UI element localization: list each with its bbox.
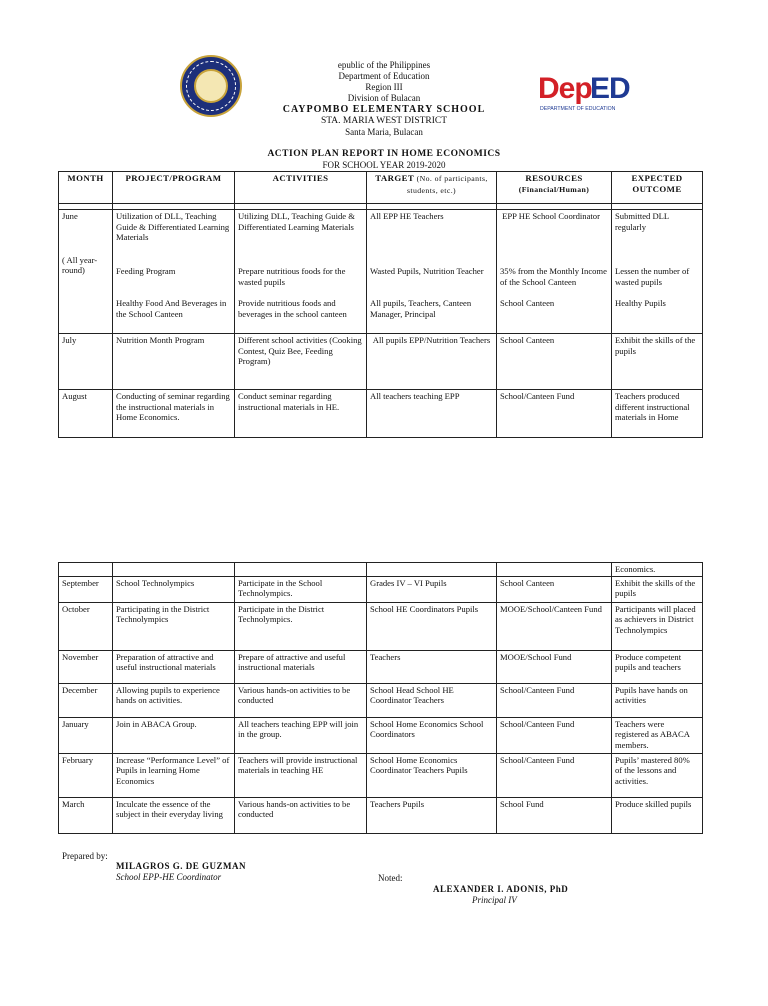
header-month: MONTH bbox=[59, 172, 113, 204]
cell-expected: Participants will placed as achievers in District Technolympics bbox=[612, 602, 703, 650]
header-project: PROJECT/PROGRAM bbox=[113, 172, 235, 204]
cell-month-june bbox=[59, 210, 113, 334]
table-row bbox=[59, 797, 703, 833]
empty-cell bbox=[113, 563, 235, 577]
resource-item-3: School Canteen bbox=[500, 298, 555, 308]
cell-activities: All teachers teaching EPP will join in the group. bbox=[235, 717, 367, 753]
cell-resources: School Fund bbox=[497, 797, 612, 833]
target-item-1: All EPP HE Teachers bbox=[370, 211, 444, 221]
table-row bbox=[59, 650, 703, 683]
document-title: ACTION PLAN REPORT IN HOME ECONOMICS bbox=[267, 149, 501, 159]
cell-target: Teachers bbox=[367, 650, 497, 683]
noted-label: Noted: bbox=[378, 873, 403, 883]
header-target-sub: (No. of participants, students, etc.) bbox=[406, 174, 488, 195]
cell-resources: School/Canteen Fund bbox=[497, 717, 612, 753]
cell-resources-july: School Canteen bbox=[497, 334, 612, 390]
cell-resources: School/Canteen Fund bbox=[497, 753, 612, 797]
cell-activities: Various hands-on activities to be conducted bbox=[235, 683, 367, 717]
activity-item-3: Provide nutritious foods and beverages in the school canteen bbox=[238, 298, 347, 319]
header-resources bbox=[497, 172, 612, 204]
table-row-august bbox=[59, 390, 703, 438]
project-item-3: Healthy Food And Beverages in the School Canteen bbox=[116, 298, 227, 319]
table-header-row bbox=[59, 172, 703, 204]
cell-project: Allowing pupils to experience hands on activities. bbox=[113, 683, 235, 717]
cell-resources: MOOE/School/Canteen Fund bbox=[497, 602, 612, 650]
project-item-2: Feeding Program bbox=[116, 266, 176, 276]
cell-expected: Produce skilled pupils bbox=[612, 797, 703, 833]
cell-activities: Various hands-on activities to be conducted bbox=[235, 797, 367, 833]
target-item-2: Wasted Pupils, Nutrition Teacher bbox=[370, 266, 484, 276]
month-label: June bbox=[62, 211, 78, 221]
cell-month: September bbox=[59, 576, 113, 602]
cell-expected: Produce competent pupils and teachers bbox=[612, 650, 703, 683]
cell-resources: School Canteen bbox=[497, 576, 612, 602]
cell-activities: Prepare of attractive and useful instructional materials bbox=[235, 650, 367, 683]
svg-text:ED: ED bbox=[590, 72, 630, 105]
expected-item-3: Healthy Pupils bbox=[615, 298, 666, 308]
table-row bbox=[59, 717, 703, 753]
cell-activities-july: Different school activities (Cooking Contest, Quiz Bee, Feeding Program) bbox=[235, 334, 367, 390]
expected-item-2: Lessen the number of wasted pupils bbox=[615, 266, 690, 287]
svg-text:Dep: Dep bbox=[538, 72, 592, 105]
cell-target: School Home Economics School Coordinators bbox=[367, 717, 497, 753]
cell-project: Join in ABACA Group. bbox=[113, 717, 235, 753]
month-note: ( All year-round) bbox=[62, 254, 98, 276]
header-line-4: Division of Bulacan bbox=[347, 93, 421, 103]
table-row bbox=[59, 753, 703, 797]
cell-expected-continuation: Economics. bbox=[612, 563, 703, 577]
cell-resources-june bbox=[497, 210, 612, 334]
cell-expected: Pupils’ mastered 80% of the lessons and activities. bbox=[612, 753, 703, 797]
header-expected: EXPECTED OUTCOME bbox=[612, 172, 703, 204]
svg-text:DEPARTMENT OF EDUCATION: DEPARTMENT OF EDUCATION bbox=[540, 106, 616, 112]
table-row bbox=[59, 602, 703, 650]
table-row bbox=[59, 683, 703, 717]
cell-target-july: All pupils EPP/Nutrition Teachers bbox=[367, 334, 497, 390]
cell-activities: Participate in the School Technolympics. bbox=[235, 576, 367, 602]
empty-cell bbox=[235, 563, 367, 577]
district-name: STA. MARIA WEST DISTRICT bbox=[320, 116, 448, 126]
activity-item-2: Prepare nutritious foods for the wasted pupils bbox=[238, 266, 346, 287]
cell-project-july: Nutrition Month Program bbox=[113, 334, 235, 390]
header-target bbox=[367, 172, 497, 204]
cell-target: School Home Economics Coordinator Teachers Pupils bbox=[367, 753, 497, 797]
table-row-july bbox=[59, 334, 703, 390]
cell-month-august: August bbox=[59, 390, 113, 438]
cell-resources-august: School/Canteen Fund bbox=[497, 390, 612, 438]
header-line-2: Department of Education bbox=[338, 71, 430, 81]
cell-month: October bbox=[59, 602, 113, 650]
empty-cell bbox=[367, 563, 497, 577]
cell-month-july: July bbox=[59, 334, 113, 390]
cell-target: School Head School HE Coordinator Teachers bbox=[367, 683, 497, 717]
cell-target: Grades IV – VI Pupils bbox=[367, 576, 497, 602]
cell-activities: Teachers will provide instructional materials in teaching HE bbox=[235, 753, 367, 797]
table-row-june bbox=[59, 210, 703, 334]
cell-expected-august: Teachers produced different instructional materials in Home bbox=[612, 390, 703, 438]
cell-project: Preparation of attractive and useful instructional materials bbox=[113, 650, 235, 683]
cell-project: Inculcate the essence of the subject in their everyday living bbox=[113, 797, 235, 833]
cell-month: February bbox=[59, 753, 113, 797]
cell-project-august: Conducting of seminar regarding the instructional materials in Home Economics. bbox=[113, 390, 235, 438]
cell-expected-june bbox=[612, 210, 703, 334]
header-target-label: TARGET bbox=[375, 173, 414, 183]
project-item-1: Utilization of DLL, Teaching Guide & Differentiated Learning Materials bbox=[116, 211, 230, 243]
resource-item-1: EPP HE School Coordinator bbox=[500, 211, 600, 221]
cell-expected-july: Exhibit the skills of the pupils bbox=[612, 334, 703, 390]
cell-resources: MOOE/School Fund bbox=[497, 650, 612, 683]
header-activities: ACTIVITIES bbox=[235, 172, 367, 204]
cell-project: Participating in the District Technolympics bbox=[113, 602, 235, 650]
preparer-title: School EPP-HE Coordinator bbox=[116, 872, 222, 882]
empty-cell bbox=[59, 563, 113, 577]
cell-project-june bbox=[113, 210, 235, 334]
cell-activities-june bbox=[235, 210, 367, 334]
noter-title: Principal IV bbox=[472, 895, 517, 905]
cell-project: Increase “Performance Level” of Pupils in learning Home Economics bbox=[113, 753, 235, 797]
header-line-1: epublic of the Philippines bbox=[337, 60, 431, 70]
header-resources-sub: (Financial/Human) bbox=[518, 184, 590, 194]
cell-target: School HE Coordinators Pupils bbox=[367, 602, 497, 650]
cell-target-august: All teachers teaching EPP bbox=[367, 390, 497, 438]
cell-expected: Pupils have hands on activities bbox=[612, 683, 703, 717]
cell-month: January bbox=[59, 717, 113, 753]
empty-cell bbox=[497, 563, 612, 577]
header-resources-label: RESOURCES bbox=[525, 173, 583, 183]
cell-target: Teachers Pupils bbox=[367, 797, 497, 833]
prepared-label: Prepared by: bbox=[62, 851, 108, 861]
target-item-3: All pupils, Teachers, Canteen Manager, Principal bbox=[370, 298, 472, 319]
town-name: Santa Maria, Bulacan bbox=[345, 127, 423, 137]
table-row bbox=[59, 576, 703, 602]
cell-expected: Teachers were registered as ABACA members. bbox=[612, 717, 703, 753]
action-plan-table-2 bbox=[58, 562, 703, 834]
school-year: FOR SCHOOL YEAR 2019-2020 bbox=[322, 160, 446, 170]
expected-item-1: Submitted DLL regularly bbox=[615, 211, 669, 232]
table-2-body bbox=[59, 576, 703, 833]
cell-project: School Technolympics bbox=[113, 576, 235, 602]
preparer-name: MILAGROS G. DE GUZMAN bbox=[116, 861, 247, 871]
school-name: CAYPOMBO ELEMENTARY SCHOOL bbox=[282, 104, 486, 115]
cell-resources: School/Canteen Fund bbox=[497, 683, 612, 717]
action-plan-table-1 bbox=[58, 171, 703, 438]
cell-month: March bbox=[59, 797, 113, 833]
cell-month: December bbox=[59, 683, 113, 717]
cell-month: November bbox=[59, 650, 113, 683]
cell-activities-august: Conduct seminar regarding instructional materials in HE. bbox=[235, 390, 367, 438]
cell-target-june bbox=[367, 210, 497, 334]
activity-item-1: Utilizing DLL, Teaching Guide & Differentiated Learning Materials bbox=[238, 211, 355, 232]
resource-item-2: 35% from the Monthly Income of the School Canteen bbox=[500, 266, 607, 287]
header-line-3: Region III bbox=[365, 82, 403, 92]
noter-name: ALEXANDER I. ADONIS, PhD bbox=[433, 884, 569, 894]
continuation-row bbox=[59, 563, 703, 577]
cell-expected: Exhibit the skills of the pupils bbox=[612, 576, 703, 602]
cell-activities: Participate in the District Technolympics. bbox=[235, 602, 367, 650]
